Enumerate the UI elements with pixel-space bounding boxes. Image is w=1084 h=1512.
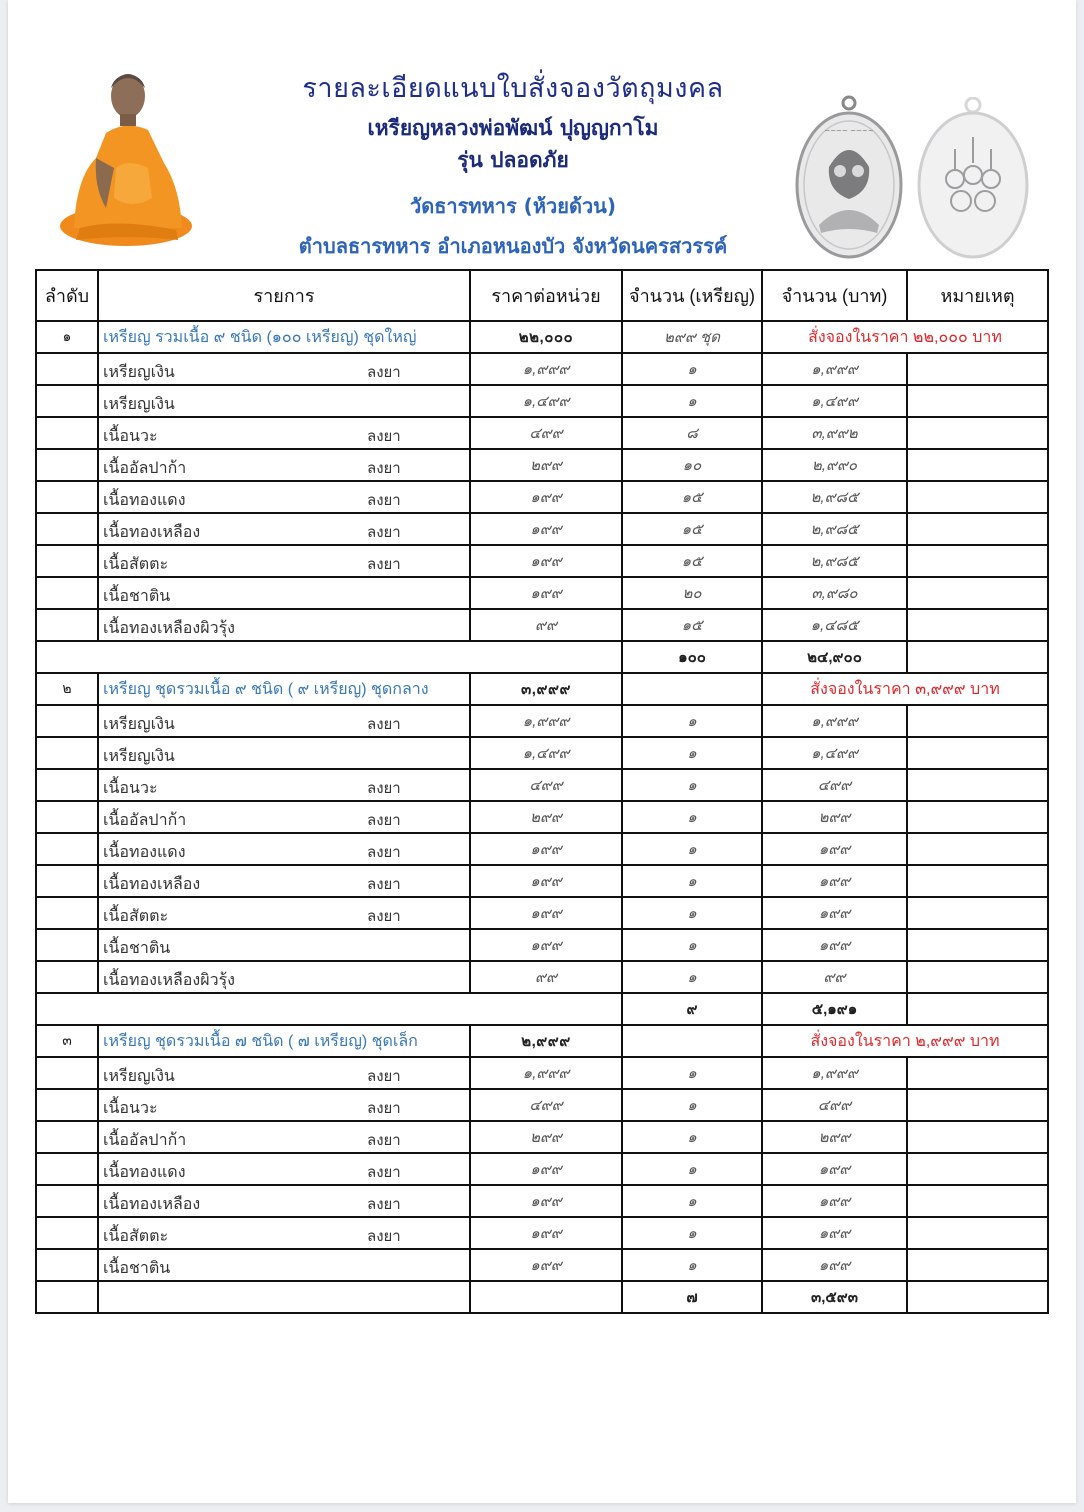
row-number-cell [36,417,98,449]
item-amount: ๑,๔๘๕ [762,609,907,641]
table-row [36,865,1048,897]
section-price: ๓,๙๙๙ [470,673,622,705]
item-cell [98,1249,470,1281]
item-amount: ๒,๙๙๐ [762,449,907,481]
item-name: เนื้อนวะ [103,428,158,445]
section-number: ๒ [36,673,98,705]
item-name: เนื้อทองเหลืองผิวรุ้ง [103,620,235,637]
item-remark [907,385,1048,417]
item-qty: ๑๐ [622,449,762,481]
row-number-cell [36,833,98,865]
item-amount: ๑๙๙ [762,1153,907,1185]
item-name: เนื้อทองแดง [103,1164,186,1181]
row-number-cell [36,737,98,769]
section-total-amount: ๓,๕๙๓ [762,1281,907,1313]
item-qty: ๑ [622,385,762,417]
item-qty: ๑ [622,897,762,929]
monk-photo [56,58,196,248]
item-enamel-tag: ลงยา [367,428,401,445]
item-amount: ๑๙๙ [762,833,907,865]
item-enamel-tag: ลงยา [367,1132,401,1149]
item-qty: ๑ [622,833,762,865]
section-row [36,1025,1048,1057]
item-enamel-tag: ลงยา [367,364,401,381]
item-remark [907,1217,1048,1249]
row-number-cell [36,801,98,833]
item-qty: ๑๕ [622,481,762,513]
item-amount: ๔๙๙ [762,769,907,801]
item-unit-price: ๑๙๙ [470,929,622,961]
item-amount: ๓,๙๘๐ [762,577,907,609]
item-amount: ๒,๙๘๕ [762,513,907,545]
document-title: รายละเอียดแนบใบสั่งจองวัตถุมงคล [302,73,724,104]
item-enamel-tag: ลงยา [367,1068,401,1085]
section-total-amount: ๕,๑๙๑ [762,993,907,1025]
item-amount: ๑,๔๙๙ [762,737,907,769]
table-row [36,1249,1048,1281]
document-page [8,0,1076,1503]
total-blank-cell [36,1281,98,1313]
row-number-cell [36,865,98,897]
row-number-cell [36,545,98,577]
item-name: เนื้อทองเหลือง [103,1196,201,1213]
item-remark [907,609,1048,641]
item-name: เนื้อนวะ [103,1100,158,1117]
item-remark [907,353,1048,385]
item-cell [98,929,470,961]
item-name: เนื้ออัลปาก้า [103,1132,187,1149]
item-enamel-tag: ลงยา [367,492,401,509]
item-remark [907,833,1048,865]
item-name: เนื้อทองเหลือง [103,524,201,541]
table-row [36,609,1048,641]
total-blank-cell [470,1281,622,1313]
section-reserve-note: สั่งจองในราคา ๒๒,๐๐๐ บาท [762,321,1048,353]
section-total-row [36,1281,1048,1313]
item-qty: ๘ [622,417,762,449]
item-name: เนื้อนวะ [103,780,158,797]
item-cell [98,449,470,481]
table-row [36,961,1048,993]
item-qty: ๑ [622,801,762,833]
item-qty: ๑ [622,1121,762,1153]
item-remark [907,705,1048,737]
item-unit-price: ๙๙ [470,609,622,641]
table-row [36,737,1048,769]
section-total-amount: ๒๔,๙๐๐ [762,641,907,673]
item-unit-price: ๑,๔๙๙ [470,385,622,417]
item-unit-price: ๑๙๙ [470,481,622,513]
item-amount: ๑๙๙ [762,897,907,929]
medal-front-image [793,95,909,260]
section-title: เหรียญ ชุดรวมเนื้อ ๗ ชนิด ( ๗ เหรียญ) ชุดเล็ก [98,1025,470,1057]
item-name: เนื้อชาติน [103,940,171,957]
table-row [36,1089,1048,1121]
item-unit-price: ๑๙๙ [470,833,622,865]
table-row [36,897,1048,929]
item-enamel-tag: ลงยา [367,1164,401,1181]
row-number-cell [36,1185,98,1217]
table-row [36,481,1048,513]
item-unit-price: ๔๙๙ [470,1089,622,1121]
item-unit-price: ๑๙๙ [470,513,622,545]
item-name: เนื้ออัลปาก้า [103,812,187,829]
item-name: เนื้อทองเหลือง [103,876,201,893]
row-number-cell [36,1153,98,1185]
item-cell [98,481,470,513]
document-series: รุ่น ปลอดภัย [457,148,569,172]
item-cell [98,961,470,993]
row-number-cell [36,449,98,481]
table-row [36,1217,1048,1249]
item-qty: ๑ [622,961,762,993]
item-qty: ๑ [622,769,762,801]
item-enamel-tag: ลงยา [367,556,401,573]
item-amount: ๔๙๙ [762,1089,907,1121]
row-number-cell [36,1057,98,1089]
item-enamel-tag: ลงยา [367,716,401,733]
item-name: เหรียญเงิน [103,716,175,733]
item-amount: ๑๙๙ [762,865,907,897]
item-remark [907,449,1048,481]
item-cell [98,1217,470,1249]
item-cell [98,1057,470,1089]
item-enamel-tag: ลงยา [367,876,401,893]
section-price: ๒,๙๙๙ [470,1025,622,1057]
row-number-cell [36,897,98,929]
item-name: เนื้อทองเหลืองผิวรุ้ง [103,972,235,989]
item-cell [98,833,470,865]
table-row [36,833,1048,865]
item-cell [98,545,470,577]
item-qty: ๑ [622,1089,762,1121]
section-total-qty: ๗ [622,1281,762,1313]
item-amount: ๑๙๙ [762,1217,907,1249]
item-cell [98,769,470,801]
item-remark [907,929,1048,961]
item-qty: ๑ [622,1249,762,1281]
item-unit-price: ๑๙๙ [470,865,622,897]
item-unit-price: ๑,๔๙๙ [470,737,622,769]
section-title: เหรียญ ชุดรวมเนื้อ ๙ ชนิด ( ๙ เหรียญ) ชุดกลาง [98,673,470,705]
item-enamel-tag: ลงยา [367,1100,401,1117]
item-qty: ๑ [622,1217,762,1249]
item-amount: ๒๙๙ [762,801,907,833]
item-amount: ๒๙๙ [762,1121,907,1153]
item-amount: ๑,๔๙๙ [762,385,907,417]
item-cell [98,513,470,545]
item-amount: ๒,๙๘๕ [762,481,907,513]
table-row [36,801,1048,833]
item-remark [907,513,1048,545]
item-cell [98,1153,470,1185]
item-qty: ๑ [622,737,762,769]
column-header-item: รายการ [98,270,470,321]
item-name: เนื้ออัลปาก้า [103,460,187,477]
item-remark [907,545,1048,577]
section-total-qty: ๑๐๐ [622,641,762,673]
total-label-cell [36,993,622,1025]
item-name: เหรียญเงิน [103,396,175,413]
table-row [36,449,1048,481]
item-unit-price: ๔๙๙ [470,769,622,801]
column-header-qty-coins: จำนวน (เหรียญ) [622,270,762,321]
item-unit-price: ๑๙๙ [470,545,622,577]
item-enamel-tag: ลงยา [367,1228,401,1245]
total-label-cell [36,641,622,673]
row-number-cell [36,385,98,417]
item-cell [98,417,470,449]
table-row [36,929,1048,961]
item-qty: ๑๕ [622,545,762,577]
medal-back-image [913,97,1033,260]
item-name: เนื้อชาติน [103,588,171,605]
item-enamel-tag: ลงยา [367,460,401,477]
table-row [36,385,1048,417]
section-row [36,673,1048,705]
section-qty: ๒๙๙ ชุด [622,321,762,353]
section-price: ๒๒,๐๐๐ [470,321,622,353]
item-unit-price: ๒๙๙ [470,1121,622,1153]
item-unit-price: ๑๙๙ [470,1153,622,1185]
item-remark [907,897,1048,929]
order-table [35,269,1049,1314]
column-header-amount-baht: จำนวน (บาท) [762,270,907,321]
item-name: เนื้อสัตตะ [103,1228,169,1245]
table-row [36,1121,1048,1153]
item-remark [907,961,1048,993]
item-remark [907,737,1048,769]
item-amount: ๑,๙๙๙ [762,705,907,737]
section-qty [622,1025,762,1057]
item-name: เนื้อทองแดง [103,844,186,861]
item-remark [907,481,1048,513]
item-enamel-tag: ลงยา [367,524,401,541]
item-cell [98,353,470,385]
item-unit-price: ๑๙๙ [470,1249,622,1281]
row-number-cell [36,929,98,961]
item-name: เนื้อสัตตะ [103,908,169,925]
item-cell [98,1089,470,1121]
row-number-cell [36,1217,98,1249]
item-unit-price: ๑๙๙ [470,897,622,929]
item-cell [98,1185,470,1217]
row-number-cell [36,353,98,385]
item-remark [907,577,1048,609]
section-reserve-note: สั่งจองในราคา ๓,๙๙๙ บาท [762,673,1048,705]
table-row [36,545,1048,577]
temple-name: วัดธารทหาร (ห้วยด้วน) [409,194,616,218]
column-header-remarks: หมายเหตุ [907,270,1048,321]
item-qty: ๑ [622,705,762,737]
row-number-cell [36,577,98,609]
item-amount: ๑,๙๙๙ [762,353,907,385]
item-amount: ๒,๙๘๕ [762,545,907,577]
item-cell [98,737,470,769]
item-qty: ๑ [622,1185,762,1217]
item-remark [907,1249,1048,1281]
row-number-cell [36,1121,98,1153]
section-qty [622,673,762,705]
item-remark [907,769,1048,801]
item-qty: ๑ [622,865,762,897]
item-amount: ๑,๙๙๙ [762,1057,907,1089]
item-qty: ๑ [622,929,762,961]
item-amount: ๑๙๙ [762,929,907,961]
column-header-unit-price: ราคาต่อหน่วย [470,270,622,321]
item-unit-price: ๔๙๙ [470,417,622,449]
item-name: เนื้อทองแดง [103,492,186,509]
section-total-row [36,641,1048,673]
section-total-row [36,993,1048,1025]
row-number-cell [36,1249,98,1281]
item-unit-price: ๙๙ [470,961,622,993]
section-total-qty: ๙ [622,993,762,1025]
row-number-cell [36,513,98,545]
item-name: เนื้อชาติน [103,1260,171,1277]
item-qty: ๑ [622,353,762,385]
table-row [36,705,1048,737]
item-enamel-tag: ลงยา [367,908,401,925]
item-amount: ๑๙๙ [762,1185,907,1217]
table-row [36,353,1048,385]
item-unit-price: ๑๙๙ [470,577,622,609]
item-unit-price: ๑,๙๙๙ [470,353,622,385]
table-row [36,577,1048,609]
item-qty: ๑๕ [622,609,762,641]
item-cell [98,385,470,417]
svg-text:~~~~ ~~~~: ~~~~ ~~~~ [824,127,874,135]
item-remark [907,1185,1048,1217]
item-amount: ๑๙๙ [762,1249,907,1281]
table-row [36,769,1048,801]
row-number-cell [36,769,98,801]
item-enamel-tag: ลงยา [367,1196,401,1213]
table-row [36,1057,1048,1089]
item-qty: ๑ [622,1153,762,1185]
item-amount: ๓,๙๙๒ [762,417,907,449]
row-number-cell [36,705,98,737]
table-row [36,1185,1048,1217]
item-remark [907,1121,1048,1153]
item-enamel-tag: ลงยา [367,844,401,861]
row-number-cell [36,481,98,513]
row-number-cell [36,1089,98,1121]
item-cell [98,801,470,833]
table-row [36,513,1048,545]
item-unit-price: ๑๙๙ [470,1217,622,1249]
item-name: เหรียญเงิน [103,1068,175,1085]
row-number-cell [36,609,98,641]
item-amount: ๙๙ [762,961,907,993]
row-number-cell [36,961,98,993]
item-unit-price: ๒๙๙ [470,801,622,833]
item-enamel-tag: ลงยา [367,812,401,829]
item-qty: ๑ [622,1057,762,1089]
section-reserve-note: สั่งจองในราคา ๒,๙๙๙ บาท [762,1025,1048,1057]
item-remark [907,801,1048,833]
item-cell [98,705,470,737]
item-name: เนื้อสัตตะ [103,556,169,573]
column-header-no: ลำดับ [36,270,98,321]
item-enamel-tag: ลงยา [367,780,401,797]
item-qty: ๑๕ [622,513,762,545]
item-unit-price: ๑,๙๙๙ [470,705,622,737]
item-remark [907,1089,1048,1121]
section-number: ๓ [36,1025,98,1057]
item-remark [907,1153,1048,1185]
table-row [36,417,1048,449]
total-blank-cell [98,1281,470,1313]
table-row [36,1153,1048,1185]
temple-address: ตำบลธารทหาร อำเภอหนองบัว จังหวัดนครสวรรค์ [298,234,728,258]
item-cell [98,897,470,929]
item-cell [98,1121,470,1153]
item-cell [98,577,470,609]
item-unit-price: ๑๙๙ [470,1185,622,1217]
item-remark [907,1057,1048,1089]
section-total-remark [907,641,1048,673]
section-title: เหรียญ รวมเนื้อ ๙ ชนิด (๑๐๐ เหรียญ) ชุดใหญ่ [98,321,470,353]
item-qty: ๒๐ [622,577,762,609]
item-cell [98,865,470,897]
item-remark [907,417,1048,449]
item-unit-price: ๒๙๙ [470,449,622,481]
document-subtitle: เหรียญหลวงพ่อพัฒน์ ปุญญกาโม [367,116,659,140]
section-total-remark [907,1281,1048,1313]
item-cell [98,609,470,641]
section-row [36,321,1048,353]
table-header-row [36,270,1048,321]
item-remark [907,865,1048,897]
item-name: เหรียญเงิน [103,748,175,765]
item-name: เหรียญเงิน [103,364,175,381]
section-total-remark [907,993,1048,1025]
item-unit-price: ๑,๙๙๙ [470,1057,622,1089]
section-number: ๑ [36,321,98,353]
